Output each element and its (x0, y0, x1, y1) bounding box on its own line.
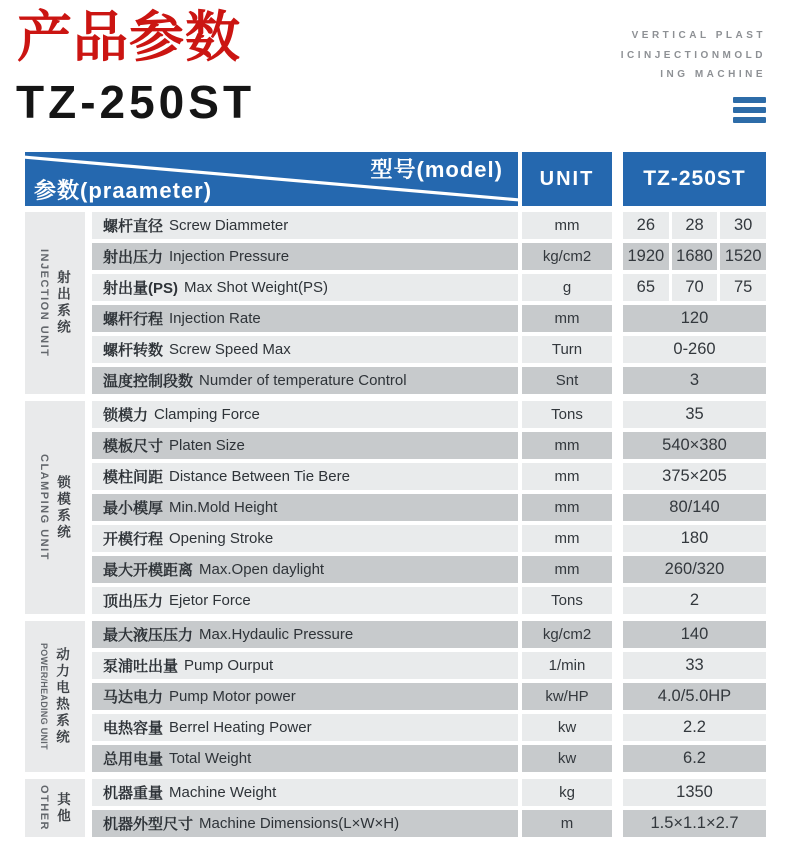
row-value: 140 (623, 621, 766, 648)
row-values (623, 367, 766, 394)
row-label-zh: 锁模力 (103, 407, 149, 424)
section-label-en: CLAMPING UNIT (38, 454, 50, 561)
row-label (92, 212, 518, 239)
row-unit: mm (522, 463, 612, 490)
row-label (92, 652, 518, 679)
section-rows (92, 621, 766, 772)
row-values (623, 779, 766, 806)
section-category (25, 212, 85, 394)
table-header (25, 152, 766, 206)
row-value: 1520 (720, 243, 766, 270)
row-label (92, 621, 518, 648)
header-model-value-cell: TZ-250ST (623, 152, 766, 206)
tagline-line-2: ICINJECTIONMOLD (620, 49, 766, 61)
row-label (92, 494, 518, 521)
row-label (92, 810, 518, 837)
row-values (623, 714, 766, 741)
section-rows (92, 212, 766, 394)
hamburger-menu-icon[interactable] (733, 97, 766, 123)
table-row (92, 274, 766, 301)
table-row (92, 367, 766, 394)
table-row (92, 212, 766, 239)
row-label-en: Opening Stroke (169, 530, 274, 547)
row-label (92, 556, 518, 583)
row-values (623, 587, 766, 614)
row-label-en: Distance Between Tie Bere (169, 468, 350, 485)
tagline-line-3: ING MACHINE (660, 69, 766, 80)
row-label-zh: 泵浦吐出量 (103, 658, 179, 675)
row-label-en: Clamping Force (154, 406, 260, 423)
table-row (92, 401, 766, 428)
row-values (623, 401, 766, 428)
row-unit: Turn (522, 336, 612, 363)
row-value: 1.5×1.1×2.7 (623, 810, 766, 837)
table-row (92, 243, 766, 270)
row-values (623, 810, 766, 837)
row-label (92, 274, 518, 301)
row-label-en: Max.Hydaulic Pressure (199, 626, 354, 643)
table-row (92, 810, 766, 837)
model-title: TZ-250ST (16, 76, 256, 128)
row-values (623, 305, 766, 332)
section-category (25, 779, 85, 837)
section-label-en: POWER/HEADING UNIT (39, 643, 49, 750)
table-row (92, 587, 766, 614)
row-label-zh: 马达电力 (103, 689, 164, 706)
spec-table (25, 152, 766, 837)
row-value: 540×380 (623, 432, 766, 459)
row-label-en: Injection Pressure (169, 248, 290, 265)
row-value: 2 (623, 587, 766, 614)
row-label-zh: 螺杆行程 (103, 311, 164, 328)
row-label-en: Ejetor Force (169, 592, 251, 609)
row-unit: mm (522, 432, 612, 459)
row-label-en: Pump Ourput (184, 657, 274, 674)
row-label-en: Berrel Heating Power (169, 719, 312, 736)
row-value: 0-260 (623, 336, 766, 363)
header-unit-cell: UNIT (522, 152, 612, 206)
row-label-zh: 模板尺寸 (103, 438, 164, 455)
row-unit: Snt (522, 367, 612, 394)
row-label-en: Max.Open daylight (199, 561, 325, 578)
row-label-en: Total Weight (169, 750, 252, 767)
table-row (92, 652, 766, 679)
row-values (623, 432, 766, 459)
row-label (92, 367, 518, 394)
row-label (92, 714, 518, 741)
row-unit: kw (522, 745, 612, 772)
corner-tagline (621, 26, 766, 128)
row-label-en: Machine Dimensions(L×W×H) (199, 815, 400, 832)
row-label-en: Screw Speed Max (169, 341, 291, 358)
section-label-zh: 动力电热系统 (54, 647, 69, 746)
row-value: 33 (623, 652, 766, 679)
row-value: 1350 (623, 779, 766, 806)
row-value: 3 (623, 367, 766, 394)
menu-bar (733, 117, 766, 123)
row-label (92, 463, 518, 490)
header-model-label: 型号(model) (370, 157, 503, 182)
row-value: 75 (720, 274, 766, 301)
row-unit: 1/min (522, 652, 612, 679)
table-section (25, 212, 766, 394)
row-values (623, 243, 766, 270)
row-label-en: Min.Mold Height (169, 499, 278, 516)
row-label-en: Platen Size (169, 437, 245, 454)
section-label-zh: 其他 (55, 791, 70, 825)
section-label-en: OTHER (38, 785, 50, 831)
row-label-en: Pump Motor power (169, 688, 296, 705)
row-label-zh: 温度控制段数 (103, 373, 194, 390)
table-row (92, 714, 766, 741)
menu-bar (733, 107, 766, 113)
section-label-zh: 锁模系统 (55, 474, 70, 541)
row-unit: kg (522, 779, 612, 806)
row-value: 28 (672, 212, 718, 239)
row-value: 1920 (623, 243, 669, 270)
table-row (92, 745, 766, 772)
row-label-en: Injection Rate (169, 310, 261, 327)
row-label-zh: 总用电量 (103, 751, 164, 768)
section-rows (92, 779, 766, 837)
row-label (92, 745, 518, 772)
row-unit: kg/cm2 (522, 621, 612, 648)
section-rows (92, 401, 766, 614)
row-label-zh: 机器重量 (103, 785, 164, 802)
row-label-zh: 最大液压压力 (103, 627, 194, 644)
row-unit: kg/cm2 (522, 243, 612, 270)
table-row (92, 494, 766, 521)
row-unit: mm (522, 305, 612, 332)
row-label (92, 432, 518, 459)
row-values (623, 463, 766, 490)
row-values (623, 745, 766, 772)
row-label-zh: 最小模厚 (103, 500, 164, 517)
table-header-diagonal-cell (25, 152, 518, 206)
section-category (25, 621, 85, 772)
row-unit: kw (522, 714, 612, 741)
row-unit: m (522, 810, 612, 837)
row-values (623, 652, 766, 679)
row-values (623, 494, 766, 521)
row-values (623, 274, 766, 301)
row-label-zh: 开模行程 (103, 531, 164, 548)
row-value: 65 (623, 274, 669, 301)
row-label-en: Max Shot Weight(PS) (184, 279, 328, 296)
row-values (623, 556, 766, 583)
row-unit: mm (522, 212, 612, 239)
row-unit: mm (522, 525, 612, 552)
row-value: 375×205 (623, 463, 766, 490)
table-row (92, 556, 766, 583)
row-value: 120 (623, 305, 766, 332)
header-parameter-label: 参数(praameter) (34, 178, 213, 203)
row-label (92, 401, 518, 428)
row-label (92, 525, 518, 552)
row-values (623, 525, 766, 552)
row-label-zh: 顶出压力 (103, 593, 164, 610)
row-unit: g (522, 274, 612, 301)
row-values (623, 336, 766, 363)
row-label-en: Machine Weight (169, 784, 277, 801)
row-value: 1680 (672, 243, 718, 270)
row-values (623, 683, 766, 710)
table-row (92, 463, 766, 490)
row-value: 6.2 (623, 745, 766, 772)
row-unit: mm (522, 556, 612, 583)
row-label (92, 305, 518, 332)
row-label-zh: 电热容量 (103, 720, 164, 737)
row-values (623, 212, 766, 239)
table-section (25, 621, 766, 772)
row-unit: Tons (522, 401, 612, 428)
row-value: 35 (623, 401, 766, 428)
table-row (92, 336, 766, 363)
row-values (623, 621, 766, 648)
page-title: 产品参数 (17, 6, 242, 68)
table-row (92, 432, 766, 459)
table-row (92, 305, 766, 332)
row-label (92, 779, 518, 806)
row-label-zh: 射出量(PS) (103, 280, 179, 297)
menu-bar (733, 97, 766, 103)
row-value: 30 (720, 212, 766, 239)
table-row (92, 779, 766, 806)
row-label-zh: 螺杆转数 (103, 342, 164, 359)
row-value: 2.2 (623, 714, 766, 741)
row-label (92, 336, 518, 363)
row-label (92, 683, 518, 710)
row-label-zh: 模柱间距 (103, 469, 164, 486)
row-unit: mm (522, 494, 612, 521)
row-value: 4.0/5.0HP (623, 683, 766, 710)
row-label-en: Numder of temperature Control (199, 372, 407, 389)
row-value: 260/320 (623, 556, 766, 583)
row-label (92, 587, 518, 614)
table-body (25, 212, 766, 837)
tagline-line-1: VERTICAL PLAST (631, 30, 766, 41)
table-section (25, 779, 766, 837)
row-unit: kw/HP (522, 683, 612, 710)
row-value: 180 (623, 525, 766, 552)
row-unit: Tons (522, 587, 612, 614)
table-row (92, 525, 766, 552)
table-row (92, 683, 766, 710)
row-label (92, 243, 518, 270)
table-row (92, 621, 766, 648)
section-category (25, 401, 85, 614)
section-label-en: INJECTION UNIT (38, 248, 50, 358)
row-label-zh: 最大开模距离 (103, 562, 194, 579)
row-value: 70 (672, 274, 718, 301)
row-label-zh: 机器外型尺寸 (103, 816, 194, 833)
table-section (25, 401, 766, 614)
section-label-zh: 射出系统 (55, 270, 70, 336)
row-label-zh: 螺杆直径 (103, 218, 164, 235)
row-value: 26 (623, 212, 669, 239)
row-label-en: Screw Diammeter (169, 217, 289, 234)
row-value: 80/140 (623, 494, 766, 521)
row-label-zh: 射出压力 (103, 249, 164, 266)
